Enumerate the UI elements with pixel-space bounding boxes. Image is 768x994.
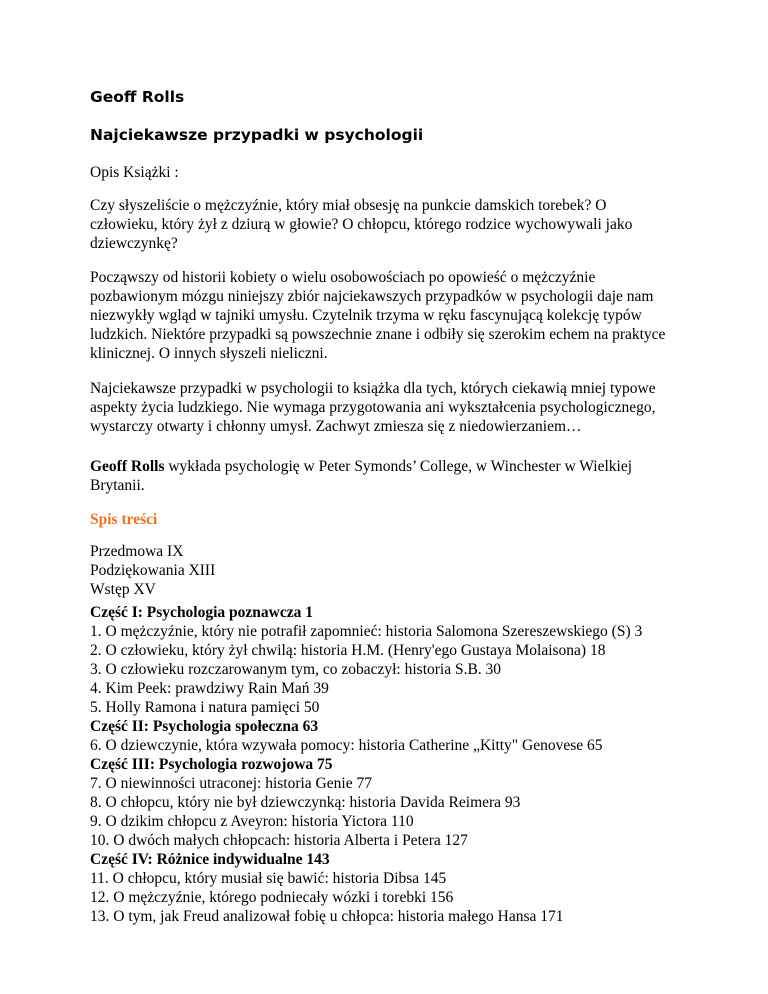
text-line: ludzkich. Niektóre przypadki są powszechnie znane i odbiły się szerokim echem na praktyce xyxy=(90,326,666,343)
toc-chapter: 8. O chłopcu, który nie był dziewczynką: historia Davida Reimera 93 xyxy=(90,794,521,811)
text-line: wystarczy otwarty i chłonny umysł. Zachwyt zmiesza się z niedowierzaniem… xyxy=(90,418,582,435)
front-matter-list xyxy=(90,542,710,599)
toc-chapter: 13. O tym, jak Freud analizował fobię u chłopca: historia małego Hansa 171 xyxy=(90,908,564,925)
toc-part-heading: Część II: Psychologia społeczna 63 xyxy=(90,718,319,735)
toc-chapter: 3. O człowieku rozczarowanym tym, co zobaczył: historia S.B. 30 xyxy=(90,661,502,678)
description-label: Opis Książki : xyxy=(90,164,179,181)
toc-chapter: 7. O niewinności utraconej: historia Genie 77 xyxy=(90,775,372,792)
text-line: dziewczynkę? xyxy=(90,235,178,252)
text-line xyxy=(90,457,710,476)
toc-chapter: 6. O dziewczynie, która wzywała pomocy: historia Catherine „Kitty" Genovese 65 xyxy=(90,737,603,754)
toc-chapter: 10. O dwóch małych chłopcach: historia Alberta i Petera 127 xyxy=(90,832,468,849)
book-title-heading: Najciekawsze przypadki w psychologii xyxy=(90,126,424,144)
text-line: niezwykły wgląd w tajniki umysłu. Czytelnik trzyma w ręku fascynującą kolekcję typów xyxy=(90,307,642,324)
text-line: człowieku, który żył z dziurą w głowie? O chłopcu, którego rodzice wychowywali jako xyxy=(90,216,633,233)
toc-chapter: 5. Holly Ramona i natura pamięci 50 xyxy=(90,699,320,716)
text-line: aspekty życia ludzkiego. Nie wymaga przygotowania ani wykształcenia psychologicznego, xyxy=(90,399,656,416)
bio-text: wykłada psychologię w Peter Symonds’ College, w Winchester w Wielkiej xyxy=(164,458,633,475)
toc-chapter: 2. O człowieku, który żył chwilą: historia H.M. (Henry'ego Gustaya Molaisona) 18 xyxy=(90,642,606,659)
text-line: Począwszy od historii kobiety o wielu osobowościach po opowieść o mężczyźnie xyxy=(90,269,596,286)
front-matter-item: Przedmowa IX xyxy=(90,543,184,560)
toc-chapter: 12. O mężczyźnie, którego podniecały wózki i torebki 156 xyxy=(90,889,454,906)
table-of-contents xyxy=(90,603,710,926)
front-matter-item: Wstęp XV xyxy=(90,581,156,598)
description-paragraph-2 xyxy=(90,268,710,363)
text-line: Najciekawsze przypadki w psychologii to książka dla tych, których ciekawią mniej typowe xyxy=(90,380,656,397)
author-heading: Geoff Rolls xyxy=(90,88,185,106)
author-name-bold: Geoff Rolls xyxy=(90,458,165,475)
toc-part-heading: Część I: Psychologia poznawcza 1 xyxy=(90,604,313,621)
description-paragraph-1 xyxy=(90,196,710,253)
toc-part-heading: Część III: Psychologia rozwojowa 75 xyxy=(90,756,333,773)
text-line: pozbawionym mózgu niniejszy zbiór najciekawszych przypadków w psychologii daje nam xyxy=(90,288,654,305)
toc-chapter: 4. Kim Peek: prawdziwy Rain Mań 39 xyxy=(90,680,329,697)
text-line: Czy słyszeliście o mężczyźnie, który miał obsesję na punkcie damskich torebek? O xyxy=(90,197,607,214)
toc-heading: Spis treści xyxy=(90,511,158,528)
toc-chapter: 9. O dzikim chłopcu z Aveyron: historia Yictora 110 xyxy=(90,813,414,830)
toc-chapter: 11. O chłopcu, który musiał się bawić: historia Dibsa 145 xyxy=(90,870,447,887)
text-line: klinicznej. O innych słyszeli nieliczni. xyxy=(90,345,328,362)
text-line: Brytanii. xyxy=(90,477,145,494)
toc-part-heading: Część IV: Różnice indywidualne 143 xyxy=(90,851,330,868)
front-matter-item: Podziękowania XIII xyxy=(90,562,216,579)
description-paragraph-3 xyxy=(90,379,710,436)
toc-chapter: 1. O mężczyźnie, który nie potrafił zapomnieć: historia Salomona Szereszewskiego (S) 3 xyxy=(90,623,643,640)
author-bio-paragraph xyxy=(90,457,710,495)
